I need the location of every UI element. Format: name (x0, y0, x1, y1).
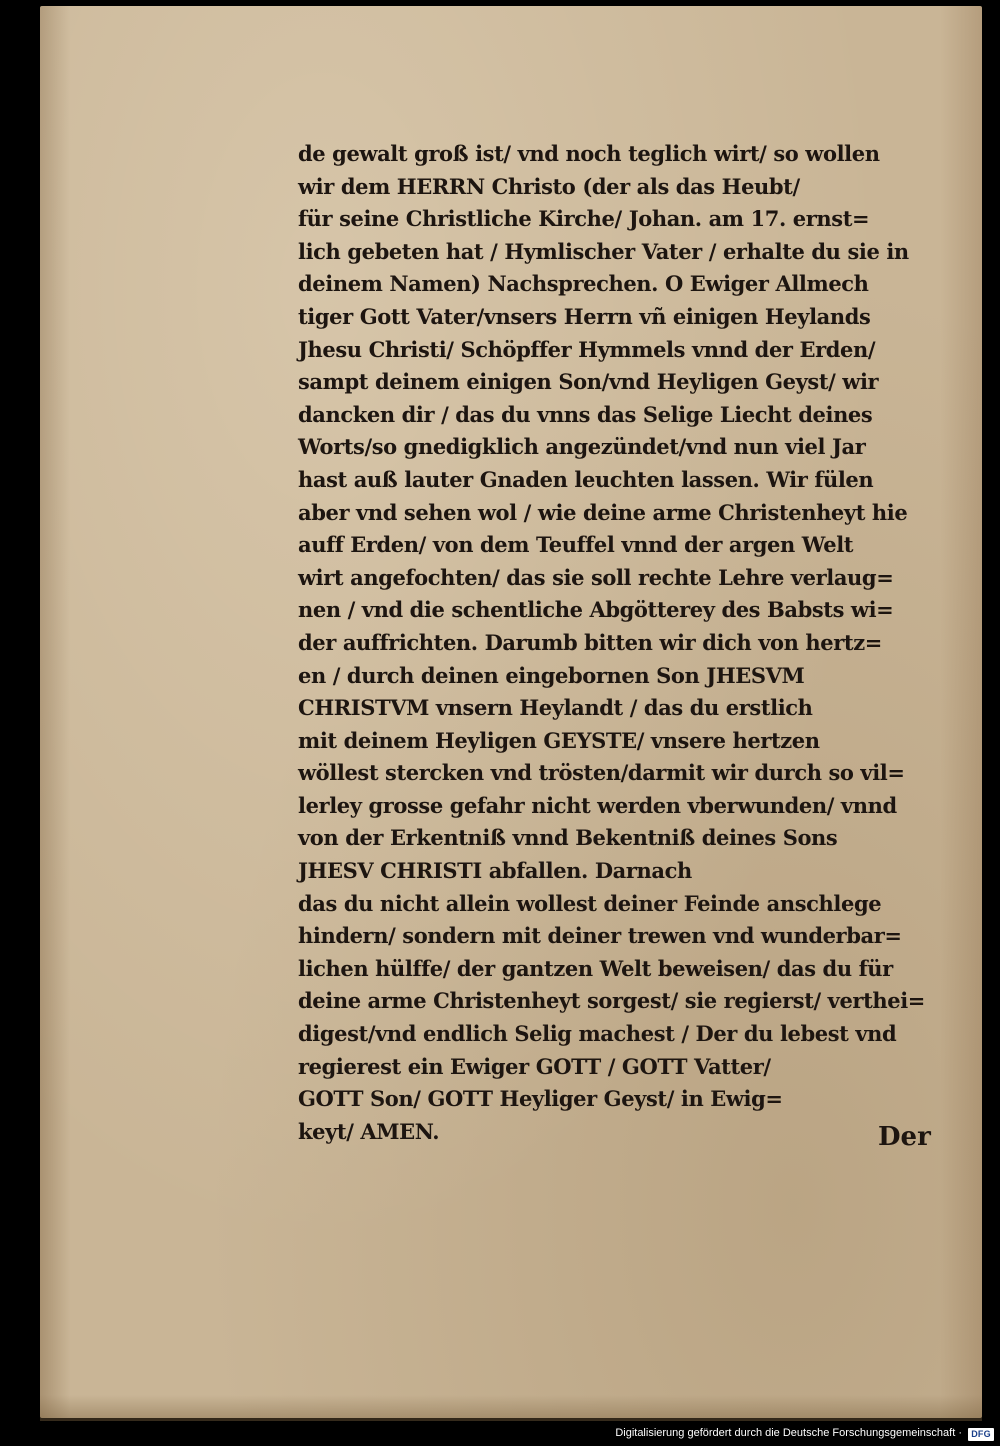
text-line: aber vnd sehen wol / wie deine arme Christenheyt hie (298, 499, 908, 525)
text-line: CHRISTVM vnsern Heylandt / das du erstlich (298, 695, 813, 721)
text-line: mit deinem Heyligen GEYSTE/ vnsere hertzen (298, 727, 820, 753)
text-line: wirt angefochten/ das sie soll rechte Lehre verlaug= (298, 564, 894, 590)
text-line: tiger Gott Vater/vnsers Herrn vñ einigen Heylands (298, 303, 871, 329)
text-line: regierest ein Ewiger GOTT / GOTT Vatter/ (298, 1053, 771, 1079)
text-line: hast auß lauter Gnaden leuchten lassen. Wir fülen (298, 466, 874, 492)
text-line: deinem Namen) Nachsprechen. O Ewiger Allmech (298, 271, 869, 297)
text-line: wir dem HERRN Christo (der als das Heubt/ (298, 173, 800, 199)
digitization-footer (0, 1424, 1000, 1446)
funding-credit-text: Digitalisierung gefördert durch die Deutsche Forschungsgemeinschaft · (615, 1427, 962, 1439)
text-line: Worts/so gnedigklich angezündet/vnd nun viel Jar (298, 434, 866, 460)
text-line: der auffrichten. Darumb bitten wir dich von hertz= (298, 629, 882, 655)
text-line: Jhesu Christi/ Schöpffer Hymmels vnnd der Erden/ (298, 336, 876, 362)
text-line: de gewalt groß ist/ vnd noch teglich wirt/ so wollen (298, 141, 880, 166)
dfg-logo-icon (968, 1428, 994, 1441)
text-line: sampt deinem einigen Son/vnd Heyligen Geyst/ wir (298, 369, 879, 395)
text-line: GOTT Son/ GOTT Heyliger Geyst/ in Ewig= (298, 1086, 783, 1112)
page-bottom-edge (40, 1395, 982, 1421)
text-line: auff Erden/ von dem Teuffel vnnd der argen Welt (298, 532, 854, 558)
text-line: für seine Christliche Kirche/ Johan. am 17. ernst= (298, 206, 870, 232)
text-line: von der Erkentniß vnnd Bekentniß deines Sons (298, 825, 838, 851)
text-line: JHESV CHRISTI abfallen. Darnach (298, 858, 692, 884)
text-line: nen / vnd die schentliche Abgötterey des Babsts wi= (298, 597, 894, 623)
prayer-text-block (298, 138, 938, 1148)
text-line: lich gebeten hat / Hymlischer Vater / erhalte du sie in (298, 238, 909, 264)
text-line: hindern/ sondern mit deiner trewen vnd wunderbar= (298, 923, 902, 949)
text-line: keyt/ AMEN. (298, 1118, 440, 1144)
catchword: Der (878, 1122, 931, 1152)
text-line: digest/vnd endlich Selig machest / Der du lebest vnd (298, 1021, 897, 1047)
text-line: lichen hülffe/ der gantzen Welt beweisen/ das du für (298, 955, 893, 981)
text-line: wöllest stercken vnd trösten/darmit wir durch so vil= (298, 760, 905, 786)
text-line: lerley grosse gefahr nicht werden vberwunden/ vnnd (298, 792, 897, 818)
dfg-logo-text: DFG (971, 1429, 991, 1439)
text-line: en / durch deinen eingebornen Son JHESVM (298, 662, 805, 688)
text-line: das du nicht allein wollest deiner Feinde anschlege (298, 890, 882, 916)
text-line: dancken dir / das du vnns das Selige Liecht deines (298, 401, 873, 427)
text-line: deine arme Christenheyt sorgest/ sie regierst/ verthei= (298, 988, 926, 1014)
